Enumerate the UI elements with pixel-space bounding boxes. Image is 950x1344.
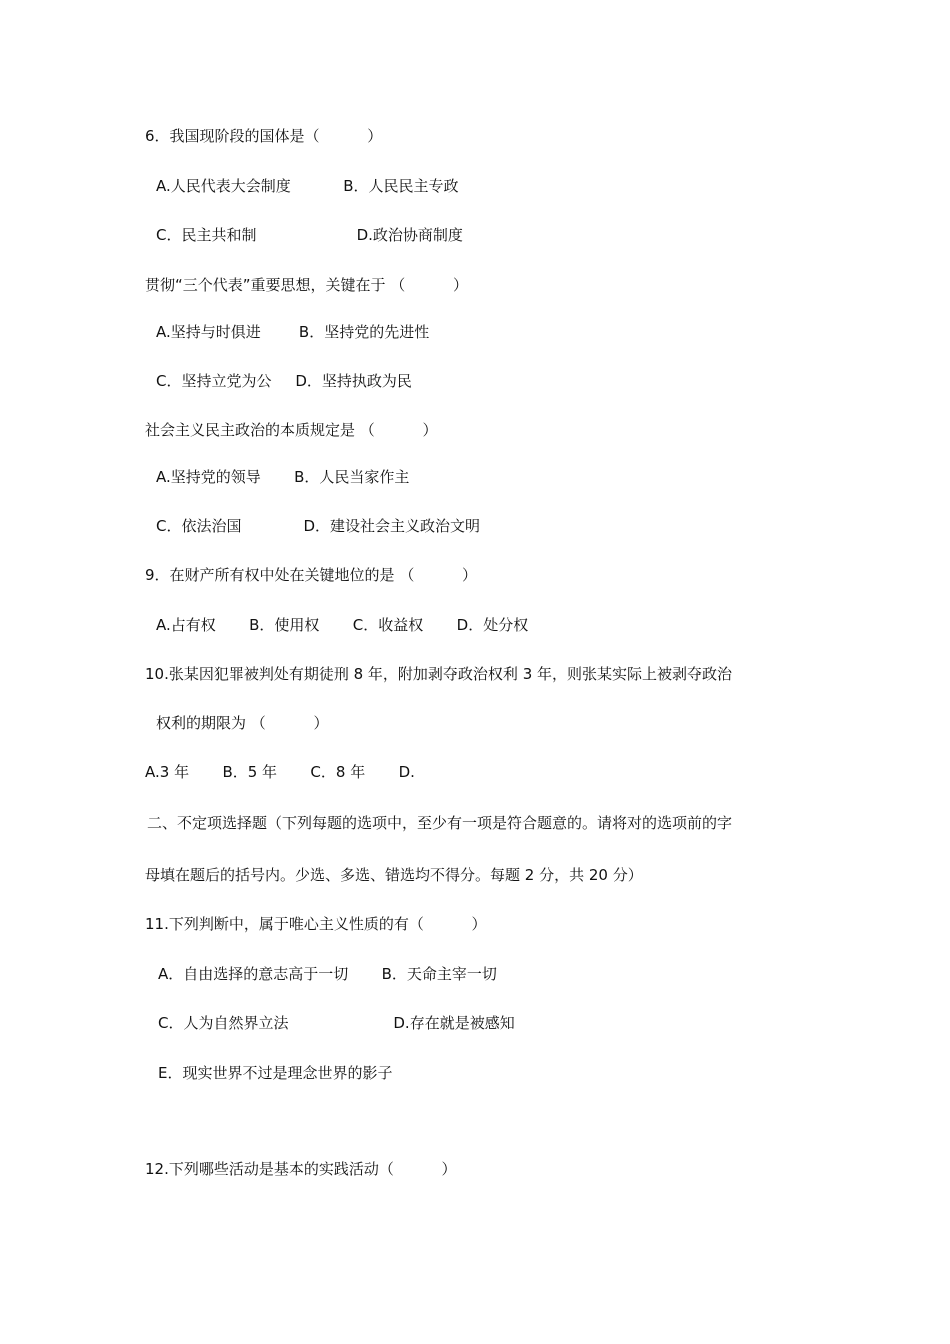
question-6-options-ab: A.人民代表大会制度 B．人民民主专政 xyxy=(156,177,459,195)
question-10-stem: 10.张某因犯罪被判处有期徒刑 8 年，附加剥夺政治权利 3 年，则张某实际上被剥夺政治 xyxy=(145,665,733,683)
question-8-options-cd: C．依法治国 D．建设社会主义政治文明 xyxy=(156,517,481,535)
question-11-options-ab: A．自由选择的意志高于一切 B．天命主宰一切 xyxy=(158,965,497,983)
question-6-options-cd: C．民主共和制 D.政治协商制度 xyxy=(156,226,463,244)
question-8-stem: 社会主义民主政治的本质规定是 （ ） xyxy=(145,421,438,439)
question-11-option-e: E．现实世界不过是理念世界的影子 xyxy=(158,1064,393,1082)
question-9-stem: 9．在财产所有权中处在关键地位的是 （ ） xyxy=(145,566,477,584)
question-9-options: A.占有权 B．使用权 C．收益权 D．处分权 xyxy=(156,616,529,634)
question-10-options: A.3 年 B．5 年 C．8 年 D. xyxy=(145,763,415,781)
question-7-options-cd: C．坚持立党为公 D．坚持执政为民 xyxy=(156,372,412,390)
question-6-stem: 6．我国现阶段的国体是（ ） xyxy=(145,127,383,145)
question-11-options-cd: C．人为自然界立法 D.存在就是被感知 xyxy=(158,1014,515,1032)
question-7-stem: 贯彻“三个代表”重要思想，关键在于 （ ） xyxy=(145,276,468,294)
section-2-heading: 二、不定项选择题（下列每题的选项中，至少有一项是符合题意的。请将对的选项前的字 xyxy=(147,814,733,832)
question-8-options-ab: A.坚持党的领导 B．人民当家作主 xyxy=(156,468,410,486)
question-7-options-ab: A.坚持与时俱进 B．坚持党的先进性 xyxy=(156,323,430,341)
question-10-stem-continued: 权利的期限为 （ ） xyxy=(156,714,329,732)
section-2-heading-continued: 母填在题后的括号内。少选、多选、错选均不得分。每题 2 分，共 20 分） xyxy=(145,866,643,884)
question-12-stem: 12.下列哪些活动是基本的实践活动（ ） xyxy=(145,1160,457,1178)
question-11-stem: 11.下列判断中，属于唯心主义性质的有（ ） xyxy=(145,915,487,933)
